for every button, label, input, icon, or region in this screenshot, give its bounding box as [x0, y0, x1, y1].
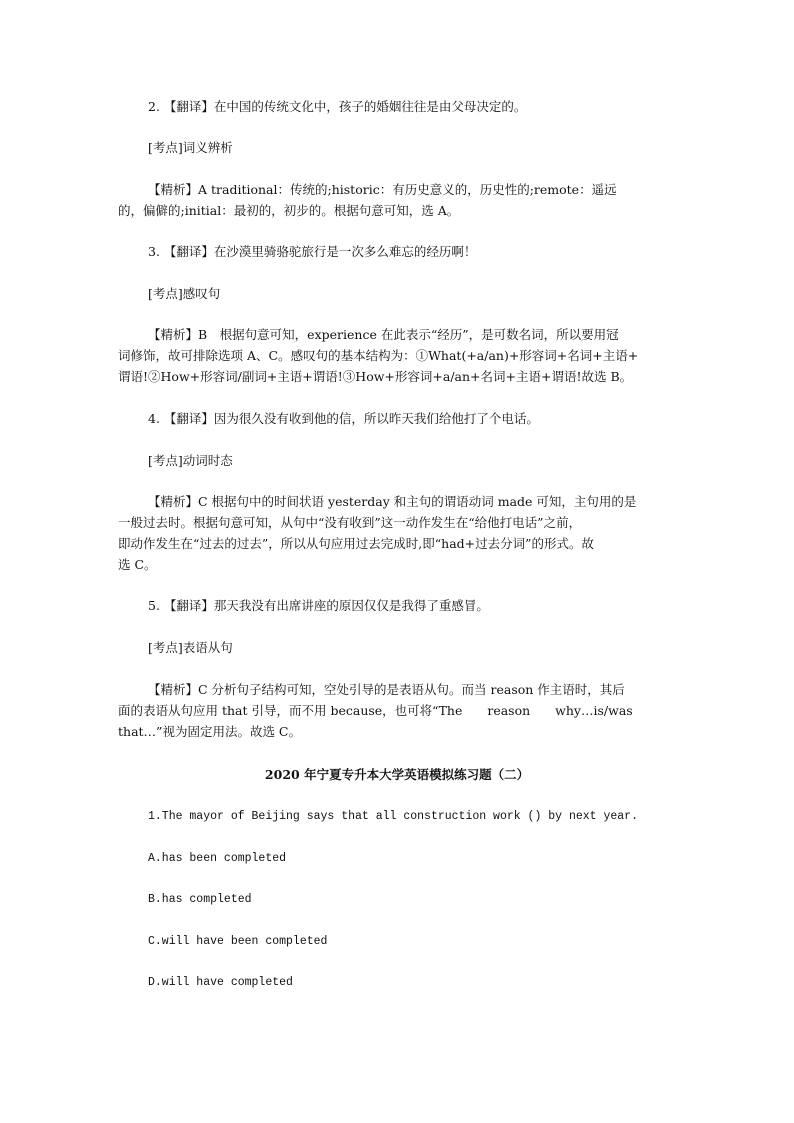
item-5-analysis-line-2: 面的表语从句应用 that 引导，而不用 because，也可将“The reason why…is/was	[118, 703, 633, 718]
item-4-analysis-line-4: 选 C。	[118, 557, 157, 572]
item-2-point: [考点]词义辨析	[148, 140, 233, 155]
item-4-analysis-line-3: 即动作发生在“过去的过去”，所以从句应用过去完成时,即“had+过去分词”的形式。故	[118, 536, 595, 551]
question-stem: 1.The mayor of Beijing says that all construction work () by next year.	[148, 810, 638, 823]
item-5-point: [考点]表语从句	[148, 640, 233, 655]
item-4-translation: 4. 【翻译】因为很久没有收到他的信，所以昨天我们给他打了个电话。	[148, 411, 539, 426]
item-3-analysis-line-3: 谓语!②How+形容词/副词+主语+谓语!③How+形容词+a/an+名词+主语+谓语!故选 B。	[118, 369, 633, 384]
item-5-translation: 5. 【翻译】那天我没有出席讲座的原因仅仅是我得了重感冒。	[148, 598, 489, 613]
item-2-analysis-line-2: 的，偏僻的;initial：最初的，初步的。根据句意可知，选 A。	[118, 203, 460, 218]
item-3-point: [考点]感叹句	[148, 286, 221, 301]
item-4-analysis-line-1: 【精析】C 根据句中的时间状语 yesterday 和主句的谓语动词 made 可知，主句用的是	[148, 494, 637, 509]
option-a: A.has been completed	[148, 852, 287, 865]
item-3-analysis-line-2: 词修饰，故可排除选项 A、C。感叹句的基本结构为：①What(+a/an)+形容词+名词+主语+	[118, 348, 639, 363]
item-5-analysis-line-1: 【精析】C 分析句子结构可知，空处引导的是表语从句。而当 reason 作主语时，其后	[148, 682, 625, 697]
item-5-analysis-line-3: that…”视为固定用法。故选 C。	[118, 724, 301, 739]
option-b: B.has completed	[148, 893, 252, 906]
item-4-analysis-line-2: 一般过去时。根据句意可知，从句中“没有收到”这一动作发生在“给他打电话”之前，	[118, 515, 582, 530]
item-4-point: [考点]动词时态	[148, 453, 233, 468]
item-2-translation: 2. 【翻译】在中国的传统文化中，孩子的婚姻往往是由父母决定的。	[148, 99, 527, 114]
item-3-analysis-line-1: 【精析】B 根据句意可知，experience 在此表示“经历”，是可数名词，所以要用冠	[148, 327, 619, 342]
item-2-analysis-line-1: 【精析】A traditional：传统的;historic：有历史意义的，历史性的;remote：遥远	[148, 182, 617, 197]
item-3-translation: 3. 【翻译】在沙漠里骑骆驼旅行是一次多么难忘的经历啊！	[148, 244, 477, 259]
option-c: C.will have been completed	[148, 935, 328, 948]
section-title: 2020 年宁夏专升本大学英语模拟练习题（二）	[264, 767, 530, 782]
option-d: D.will have completed	[148, 976, 293, 989]
